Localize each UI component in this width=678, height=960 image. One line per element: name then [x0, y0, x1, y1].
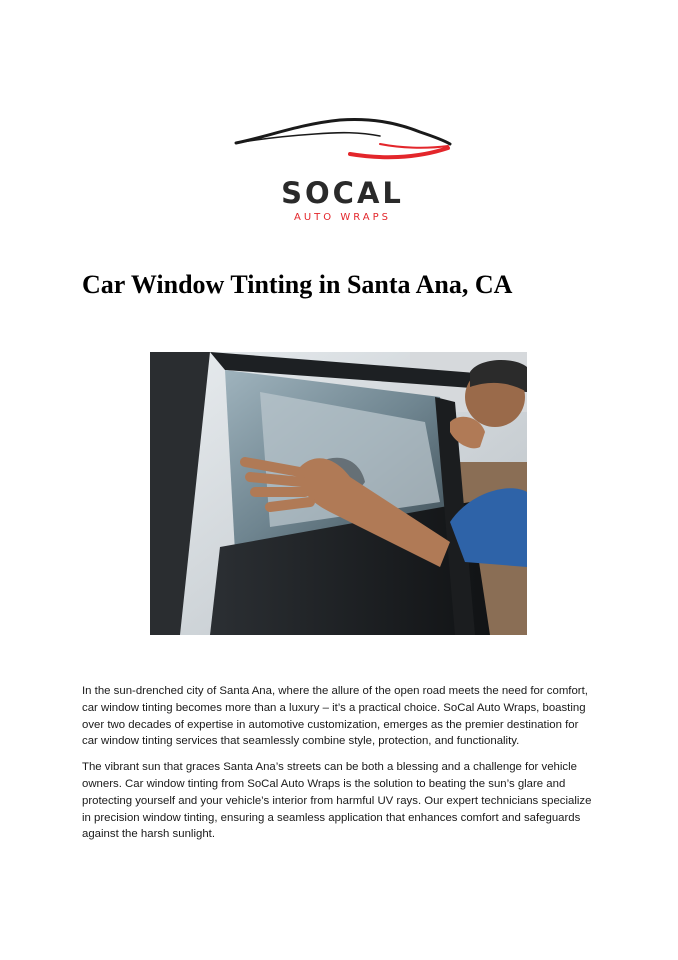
page-title: Car Window Tinting in Santa Ana, CA [82, 270, 513, 299]
logo-tagline: AUTO WRAPS [294, 212, 391, 223]
article-body [82, 683, 594, 852]
body-paragraph: The vibrant sun that graces Santa Ana’s streets can be both a blessing and a challenge for vehicle owners. Car window tinting from SoCal Auto Wraps is the solution to beating the sun’s glare and protecting yourself and your vehicle’s interior from harmful UV rays. Our expert technicians specialize in precision window tinting, ensuring a seamless application that enhances comfort and safeguards against the harsh sunlight. [82, 761, 592, 841]
window-tinting-photo [150, 352, 527, 635]
company-logo [230, 110, 455, 228]
logo-wordmark: SOCAL [281, 176, 404, 210]
body-paragraph: In the sun-drenched city of Santa Ana, where the allure of the open road meets the need for comfort, car window tinting becomes more than a luxury – it’s a practical choice. SoCal Auto Wraps, boasting over two decades of expertise in automotive customization, emerges as the premier destination for car window tinting services that seamlessly combine style, protection, and functionality. [82, 685, 588, 748]
technician-tint-photo-illustration [150, 352, 527, 635]
car-silhouette-logo-icon [230, 110, 455, 170]
